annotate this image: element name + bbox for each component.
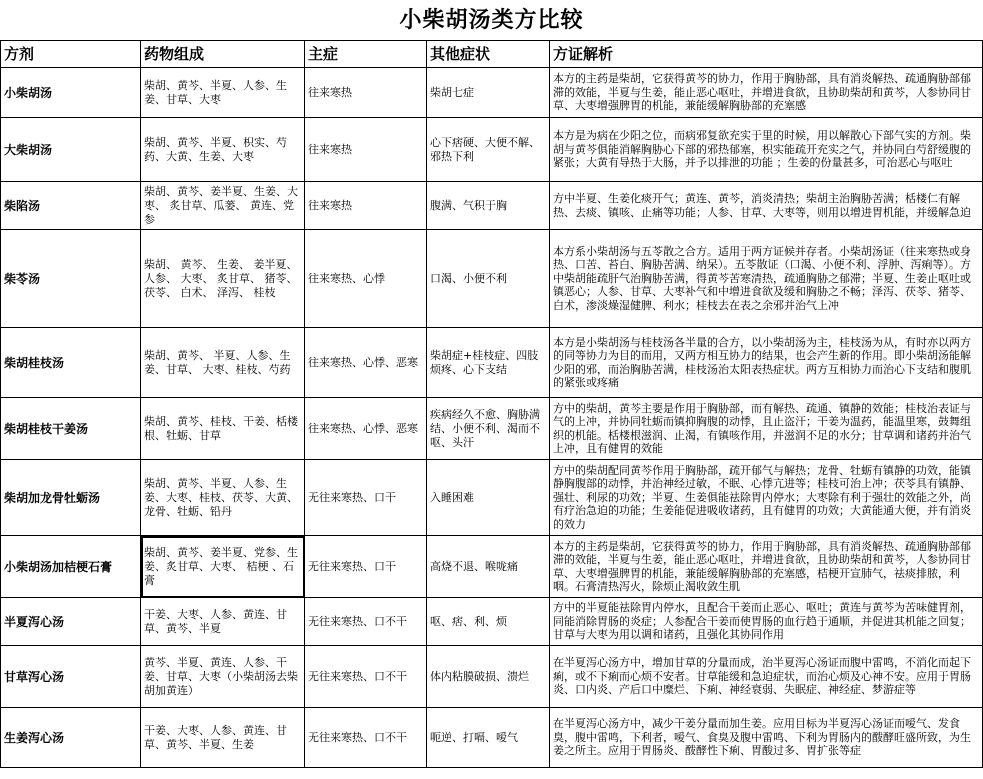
main-symptom-cell[interactable]: 无往来寒热、口干	[305, 536, 427, 598]
analysis-cell[interactable]: 本方系小柴胡汤与五苓散之合方。适用于两方证候并存者。小柴胡汤证（往来寒热或身热、口苦、苔白、胸胁苦满、纳呆）。五苓散证（口渴、小便不利、浮肿、泻痢等）。方中柴胡能疏肝气治胸胁苦满，得黄芩苦寒清热，疏通胸胁之郁滞；半夏、生姜止呕吐或镇恶心；人参、甘草、大枣补气和中增进食欲及缓和胸胁之不畅；泽泻、茯苓、猪苓、白术，渗淡燥湿健脾、利水；桂枝去在表之余邪并治气上冲	[550, 230, 983, 328]
main-symptom-cell[interactable]: 往来寒热	[305, 68, 427, 118]
header-cell-formula[interactable]: 方剂	[1, 41, 141, 68]
other-symptoms-cell[interactable]: 口渴、小便不利	[427, 230, 550, 328]
other-symptoms-cell[interactable]: 高烧不退、喉咙痛	[427, 536, 550, 598]
composition-cell-selected[interactable]: 柴胡、黄芩、姜半夏、党参、生姜、炙甘草、大枣、 桔梗 、石膏	[141, 536, 305, 598]
other-symptoms-cell[interactable]: 柴胡七症	[427, 68, 550, 118]
formula-name-cell[interactable]: 大柴胡汤	[1, 118, 141, 182]
main-symptom-cell[interactable]: 往来寒热、心悸、恶寒	[305, 398, 427, 460]
header-cell-composition[interactable]: 药物组成	[141, 41, 305, 68]
formula-name-cell[interactable]: 生姜泻心汤	[1, 708, 141, 768]
table-row	[1, 708, 983, 768]
formula-name-cell[interactable]: 柴苓汤	[1, 230, 141, 328]
formula-name-cell[interactable]: 半夏泻心汤	[1, 598, 141, 646]
analysis-cell[interactable]: 在半夏泻心汤方中，减少干姜分量而加生姜。应用目标为半夏泻心汤证而嗳气、发食臭，腹中雷鸣，下利者，嗳气、食臭及腹中雷鸣、下利为胃肠内的酦酵旺盛所致，为生姜之所主。应用于胃肠炎、酦酵性下痢、胃酸过多、胃扩张等症	[550, 708, 983, 768]
composition-cell[interactable]: 柴胡、黄芩、半夏、枳实、芍药、大黄、生姜、大枣	[141, 118, 305, 182]
table-row	[1, 646, 983, 708]
composition-cell[interactable]: 干姜、大枣、人参、黄连、甘草、黄芩、半夏、生姜	[141, 708, 305, 768]
other-symptoms-cell[interactable]: 入睡困难	[427, 460, 550, 536]
analysis-cell[interactable]: 方中的半夏能祛除胃内停水，且配合干姜而止恶心、呕吐；黄连与黄芩为苦味健胃剂，同能消除胃肠的炎症；人参配合干姜而使胃肠的血行趋于通顺，并促进其机能之回复；甘草与大枣为用以调和诸药，且强化其协同作用	[550, 598, 983, 646]
formula-name-cell[interactable]: 柴胡桂枝干姜汤	[1, 398, 141, 460]
main-symptom-cell[interactable]: 往来寒热、心悸	[305, 230, 427, 328]
formula-name-cell[interactable]: 小柴胡汤加桔梗石膏	[1, 536, 141, 598]
header-cell-analysis[interactable]: 方证解析	[550, 41, 983, 68]
main-symptom-cell[interactable]: 无往来寒热、口不干	[305, 646, 427, 708]
composition-cell[interactable]: 柴胡、黄芩、桂枝、干姜、栝楼根、牡蛎、甘草	[141, 398, 305, 460]
main-symptom-cell[interactable]: 无往来寒热、口不干	[305, 598, 427, 646]
other-symptoms-cell[interactable]: 心下痞硬、大便不解、邪热下利	[427, 118, 550, 182]
table-row	[1, 230, 983, 328]
analysis-cell[interactable]: 方中半夏、生姜化痰开气；黄连、黄芩，消炎清热；柴胡主治胸胁苦满；栝楼仁有解热、去痰、镇咳、止痛等功能；人参、甘草、大枣等，则用以增进胃机能，并缓解急迫	[550, 182, 983, 230]
other-symptoms-cell[interactable]: 呕、痞、利、烦	[427, 598, 550, 646]
table-row	[1, 68, 983, 118]
composition-cell[interactable]: 黄芩、半夏、黄连、人参、干姜、甘草、大枣（小柴胡汤去柴胡加黄连）	[141, 646, 305, 708]
table-row	[1, 328, 983, 398]
table-row	[1, 182, 983, 230]
header-row	[1, 41, 983, 68]
table-row	[1, 118, 983, 182]
composition-cell[interactable]: 柴胡、 黄芩、 生姜、 姜半夏、 人参、 大枣、 炙甘草、 猪苓、 茯苓、 白术、 泽泻、 桂枝	[141, 230, 305, 328]
formula-name-cell[interactable]: 柴胡桂枝汤	[1, 328, 141, 398]
analysis-cell[interactable]: 在半夏泻心汤方中，增加甘草的分量而成，治半夏泻心汤证而腹中雷鸣，不消化而起下痢，或不下痢而心烦不安者。甘草能缓和急迫症状，而治心烦及心神不安。应用于胃肠炎、口内炎、产后口中糜烂、下痢、神经衰弱、失眠症、神经症、梦游症等	[550, 646, 983, 708]
formula-name-cell[interactable]: 柴胡加龙骨牡蛎汤	[1, 460, 141, 536]
analysis-cell[interactable]: 本方是小柴胡汤与桂枝汤各半量的合方，以小柴胡汤为主，桂枝汤为从，有时亦以两方的同等协力为目的而用，又两方相互协力的结果，也会产生新的作用。即小柴胡汤能解少阳的邪，而治胸胁苦满，桂枝汤治太阳表热症状。两方互相协力而治心下支结和腹肌的紧张或疼痛	[550, 328, 983, 398]
other-symptoms-cell[interactable]: 柴胡症+桂枝症、四肢烦疼、心下支结	[427, 328, 550, 398]
main-symptom-cell[interactable]: 往来寒热	[305, 182, 427, 230]
composition-cell[interactable]: 柴胡、黄芩、半夏、人参、生姜、甘草、大枣	[141, 68, 305, 118]
formula-name-cell[interactable]: 小柴胡汤	[1, 68, 141, 118]
header-cell-other-symptoms[interactable]: 其他症状	[427, 41, 550, 68]
analysis-cell[interactable]: 方中的柴胡，黄芩主要是作用于胸胁部，而有解热、疏通、镇静的效能；桂枝治表证与气的上冲，并协同牡蛎而镇抑胸腹的动悸，且止盗汗；干姜为温药，能温里寒，鼓舞组织的机能。栝楼根滋润、止渴，有镇咳作用，并滋润不足的水分；甘草调和诸药并治气上冲，且有健胃的效能	[550, 398, 983, 460]
other-symptoms-cell[interactable]: 腹满、气积于胸	[427, 182, 550, 230]
composition-cell[interactable]: 柴胡、黄芩、半夏、人参、生姜、大枣、桂枝、茯苓、大黄、龙骨、牡蛎、铅丹	[141, 460, 305, 536]
formula-name-cell[interactable]: 柴陷汤	[1, 182, 141, 230]
composition-cell[interactable]: 柴胡、黄芩、姜半夏、生姜、大枣、 炙甘草、瓜蒌、 黄连、党参	[141, 182, 305, 230]
analysis-cell[interactable]: 本方的主药是柴胡，它获得黄芩的协力，作用于胸胁部，具有消炎解热、疏通胸胁部郁滞的效能，半夏与生姜，能止恶心呕吐，并增进食欲，且协助柴胡和黄芩，人参协同甘草、大枣增强脾胃的机能，兼能缓解胸胁部的充塞感	[550, 68, 983, 118]
other-symptoms-cell[interactable]: 体内粘膜破损、溃烂	[427, 646, 550, 708]
composition-cell[interactable]: 柴胡、黄芩、 半夏、人参、生姜、甘草、 大枣、桂枝、芍药	[141, 328, 305, 398]
composition-cell[interactable]: 干姜、大枣、人参、黄连、甘草、黄芩、半夏	[141, 598, 305, 646]
page-title: 小柴胡汤类方比较	[399, 7, 584, 33]
main-symptom-cell[interactable]: 无往来寒热、口不干	[305, 708, 427, 768]
table-row	[1, 598, 983, 646]
main-symptom-cell[interactable]: 往来寒热、心悸、恶寒	[305, 328, 427, 398]
other-symptoms-cell[interactable]: 呃逆、打嗝、嗳气	[427, 708, 550, 768]
table-row	[1, 398, 983, 460]
analysis-cell[interactable]: 方中的柴胡配同黄芩作用于胸胁部，疏开郁气与解热；龙骨、牡蛎有镇静的功效，能镇静胸腹部的动悸，并治神经过敏，不眠、心悸亢进等；桂枝可治上冲；茯苓具有镇静、强壮、利尿的功效；半夏、生姜俱能祛除胃内停水；大枣除有利于强壮的效能之外，尚有疗治急迫的功能；生姜能促进吸收诸药，且有健胃的功效；大黄能通大便，并有消炎的效力	[550, 460, 983, 536]
formula-name-cell[interactable]: 甘草泻心汤	[1, 646, 141, 708]
table-row	[1, 536, 983, 598]
main-symptom-cell[interactable]: 无往来寒热、口干	[305, 460, 427, 536]
analysis-cell[interactable]: 本方是为病在少阳之位，而病邪复欲充实于里的时候，用以解散心下部气实的方剂。柴胡与黄芩俱能消解胸胁心下部的邪热郁塞，枳实能疏开充实之气，并协同白芍舒缓腹的紧张；大黄有导热于大肠，并予以排泄的功能 ；生姜的份量甚多，可治恶心与呕吐	[550, 118, 983, 182]
main-symptom-cell[interactable]: 往来寒热	[305, 118, 427, 182]
table-row	[1, 460, 983, 536]
analysis-cell[interactable]: 本方的主药是柴胡，它获得黄芩的协力，作用于胸胁部，具有消炎解热、疏通胸胁部郁滞的效能，半夏与生姜，能止恶心呕吐，并增进食欲，且协助柴胡和黄芩，人参协同甘草、大枣增强脾胃的机能，兼能缓解胸胁部的充塞感，桔梗开宣肺气，祛痰排脓，利咽。石膏清热泻火，除烦止渴收敛生肌	[550, 536, 983, 598]
header-cell-main-symptom[interactable]: 主症	[305, 41, 427, 68]
comparison-table	[0, 40, 983, 768]
other-symptoms-cell[interactable]: 疾病经久不愈、胸胁满结、小便不利、渴而不呕、头汗	[427, 398, 550, 460]
